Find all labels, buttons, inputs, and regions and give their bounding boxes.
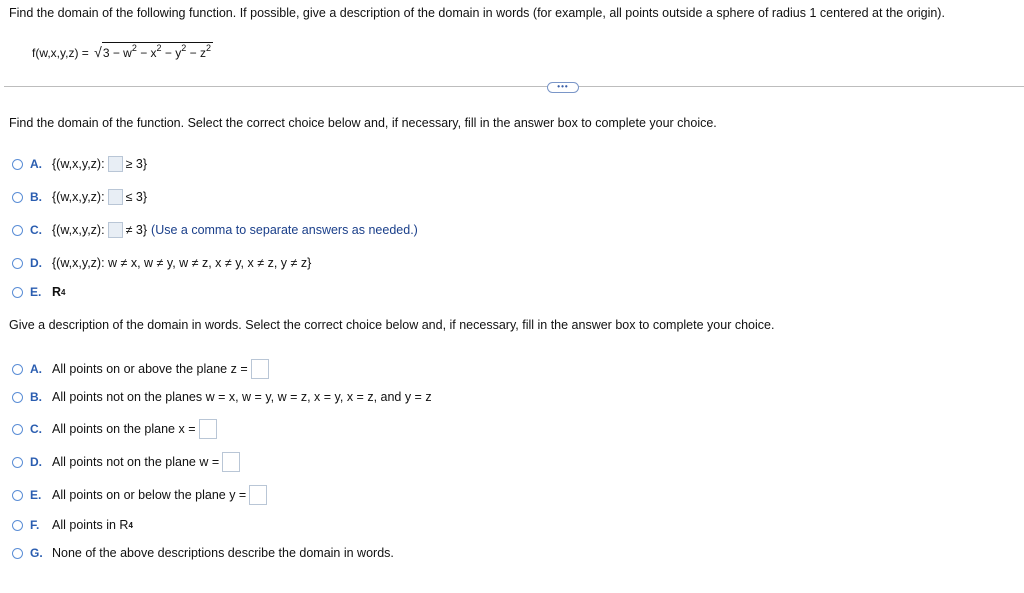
radio-button[interactable] <box>12 192 23 203</box>
choice-letter: A. <box>30 157 42 171</box>
part2-choice-f[interactable] <box>12 518 133 532</box>
choice-suffix: ≠ 3} <box>125 223 148 237</box>
superscript: 4 <box>61 287 66 297</box>
choice-letter: G. <box>30 546 43 560</box>
superscript: 4 <box>128 520 133 530</box>
choice-text: All points not on the planes w = x, w = y, w = z, x = y, x = z, and y = z <box>52 390 432 404</box>
exponent: 2 <box>156 43 162 53</box>
input-hint: (Use a comma to separate answers as needed.) <box>151 223 418 237</box>
part2-choice-c[interactable] <box>12 419 220 439</box>
answer-box[interactable] <box>108 189 123 205</box>
answer-box[interactable] <box>199 419 217 439</box>
choice-letter: B. <box>30 190 42 204</box>
choice-suffix: ≤ 3} <box>125 190 148 204</box>
choice-text: All points on or below the plane y = <box>52 488 247 502</box>
choice-prefix: {(w,x,y,z): <box>52 157 105 171</box>
answer-box[interactable] <box>222 452 240 472</box>
answer-box[interactable] <box>108 222 123 238</box>
choice-text: None of the above descriptions describe the domain in words. <box>52 546 394 560</box>
radio-button[interactable] <box>12 424 23 435</box>
exponent: 2 <box>205 43 211 53</box>
section-divider <box>4 86 1024 87</box>
question-prompt: Find the domain of the following function. If possible, give a description of the domain in words (for example, all points outside a sphere of radius 1 centered at the origin). <box>9 6 945 20</box>
choice-letter: A. <box>30 362 42 376</box>
radicand-term: − y <box>161 46 182 60</box>
radio-button[interactable] <box>12 287 23 298</box>
function-lhs: f(w,x,y,z) = <box>32 46 89 60</box>
radio-button[interactable] <box>12 548 23 559</box>
exponent: 2 <box>131 43 137 53</box>
radio-button[interactable] <box>12 159 23 170</box>
radicand-term: − z <box>186 46 206 60</box>
part2-choice-a[interactable] <box>12 359 272 379</box>
part1-choice-c[interactable] <box>12 222 418 238</box>
choice-letter: D. <box>30 256 42 270</box>
choice-letter: B. <box>30 390 42 404</box>
choice-suffix: ≥ 3} <box>125 157 148 171</box>
choice-letter: F. <box>30 518 40 532</box>
part1-choice-b[interactable] <box>12 189 147 205</box>
part2-instruction: Give a description of the domain in words. Select the correct choice below and, if necessary, fill in the answer box to complete your choice. <box>9 318 775 332</box>
answer-box[interactable] <box>108 156 123 172</box>
radio-button[interactable] <box>12 258 23 269</box>
part1-choice-e[interactable] <box>12 285 65 299</box>
radicand <box>102 42 213 60</box>
choice-letter: C. <box>30 422 42 436</box>
exponent: 2 <box>181 43 187 53</box>
choice-text: All points in R <box>52 518 129 532</box>
radicand-term: 3 − w <box>102 46 132 60</box>
part2-choice-d[interactable] <box>12 452 243 472</box>
choice-text: {(w,x,y,z): w ≠ x, w ≠ y, w ≠ z, x ≠ y, x ≠ z, y ≠ z} <box>52 256 312 270</box>
part2-choice-e[interactable] <box>12 485 270 505</box>
radical-sign: √ <box>94 44 102 60</box>
choice-letter: D. <box>30 455 42 469</box>
choice-letter: E. <box>30 285 42 299</box>
answer-box[interactable] <box>249 485 267 505</box>
radio-button[interactable] <box>12 364 23 375</box>
radio-button[interactable] <box>12 225 23 236</box>
part1-instruction: Find the domain of the function. Select the correct choice below and, if necessary, fill in the answer box to complete your choice. <box>9 116 717 130</box>
answer-box[interactable] <box>251 359 269 379</box>
choice-prefix: {(w,x,y,z): <box>52 223 105 237</box>
choice-letter: C. <box>30 223 42 237</box>
choice-letter: E. <box>30 488 42 502</box>
radio-button[interactable] <box>12 392 23 403</box>
radio-button[interactable] <box>12 457 23 468</box>
more-button[interactable]: ••• <box>547 82 579 93</box>
choice-text: All points on the plane x = <box>52 422 196 436</box>
choice-text: All points on or above the plane z = <box>52 362 248 376</box>
part1-choice-d[interactable] <box>12 256 311 270</box>
choice-text: R <box>52 285 62 299</box>
part2-choice-g[interactable] <box>12 546 394 560</box>
function-expression <box>32 42 213 60</box>
choice-text: All points not on the plane w = <box>52 455 220 469</box>
radio-button[interactable] <box>12 520 23 531</box>
part2-choice-b[interactable] <box>12 390 432 404</box>
choice-prefix: {(w,x,y,z): <box>52 190 105 204</box>
radical-expression <box>94 42 213 60</box>
radio-button[interactable] <box>12 490 23 501</box>
radicand-term: − x <box>136 46 157 60</box>
part1-choice-a[interactable] <box>12 156 147 172</box>
